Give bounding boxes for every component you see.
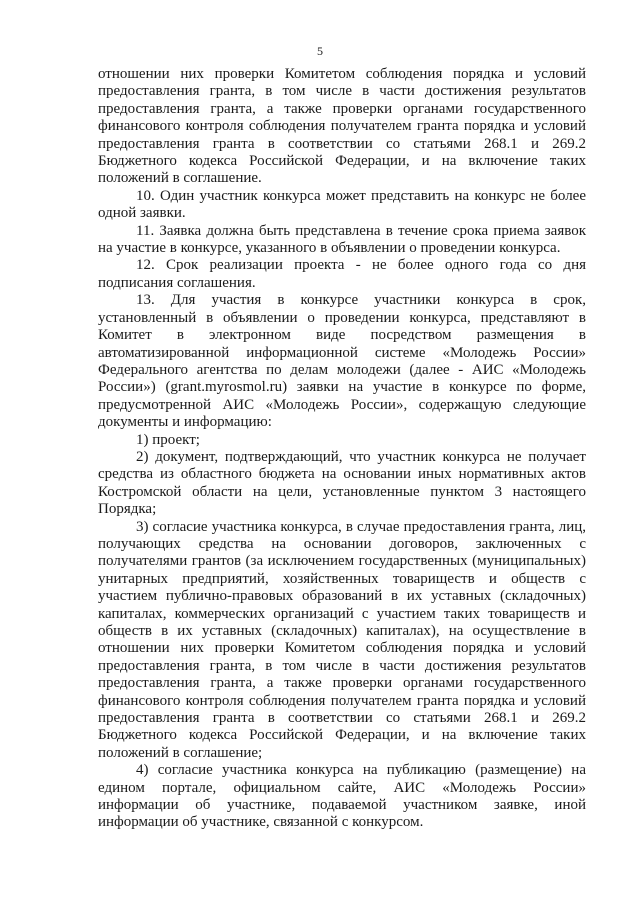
page-number: 5 xyxy=(317,44,323,58)
paragraph-item-12: 12. Срок реализации проекта - не более одного года со дня подписания соглашения. xyxy=(98,257,586,291)
paragraph-item-11: 11. Заявка должна быть представлена в течение срока приема заявок на участие в конкурсе, указанного в объявлении о проведении конкурса. xyxy=(98,222,586,257)
paragraph-item-13-4: 4) согласие участника конкурса на публикацию (размещение) на едином портале, официальном сайте, АИС «Молодежь России» информации об участнике, подаваемой участником заявке, иной информации об участнике, связанной с конкурсом. xyxy=(98,762,586,831)
paragraph-item-13-2: 2) документ, подтверждающий, что участник конкурса не получает средства из областного бюджета на основании иных нормативных актов Костромской области на цели, установленные пунктом 3 настоящего Порядка; xyxy=(98,448,586,518)
paragraph-item-10: 10. Один участник конкурса может представить на конкурс не более одной заявки. xyxy=(98,187,586,222)
paragraph-item-13: 13. Для участия в конкурсе участники конкурса в срок, установленный в объявлении о проведении конкурса, представляют в Комитет в электронном виде посредством размещения в автоматизированной информационной системе «Молодежь России» Федерального агентства по делам молодежи (далее - АИС «Молодежь России») (grant.myrosmol.ru) заявки на участие в конкурсе по форме, предусмотренной АИС «Молодежь России», содержащую следующие документы и информацию: xyxy=(98,292,586,431)
paragraph-item-13-3: 3) согласие участника конкурса, в случае предоставления гранта, лиц, получающих средства на основании договоров, заключенных с получателями грантов (за исключением государственных (муниципальных) унитарных предприятий, хозяйственных товариществ и обществ с участием публично-правовых образований в их уставных (складочных) капиталах, коммерческих организаций с участием таких товариществ и обществ в их уставных (складочных) капиталах), на осуществление в отношении них проверки Комитетом соблюдения порядка и условий предоставления гранта, в том числе в части достижения результатов предоставления гранта, а также проверки органами государственного финансового контроля соблюдения получателем гранта порядка и условий предоставления гранта в соответствии со статьями 268.1 и 269.2 Бюджетного кодекса Российской Федерации, и на включение таких положений в соглашение; xyxy=(98,518,586,761)
paragraph-continuation: отношении них проверки Комитетом соблюдения порядка и условий предоставления гранта, в том числе в части достижения результатов предоставления гранта, а также проверки органами государственного финансового контроля соблюдения получателем гранта порядка и условий предоставления гранта в соответствии со статьями 268.1 и 269.2 Бюджетного кодекса Российской Федерации, и на включение таких положений в соглашение. xyxy=(98,66,586,187)
paragraph-item-13-1: 1) проект; xyxy=(136,431,200,448)
document-body xyxy=(98,66,586,832)
